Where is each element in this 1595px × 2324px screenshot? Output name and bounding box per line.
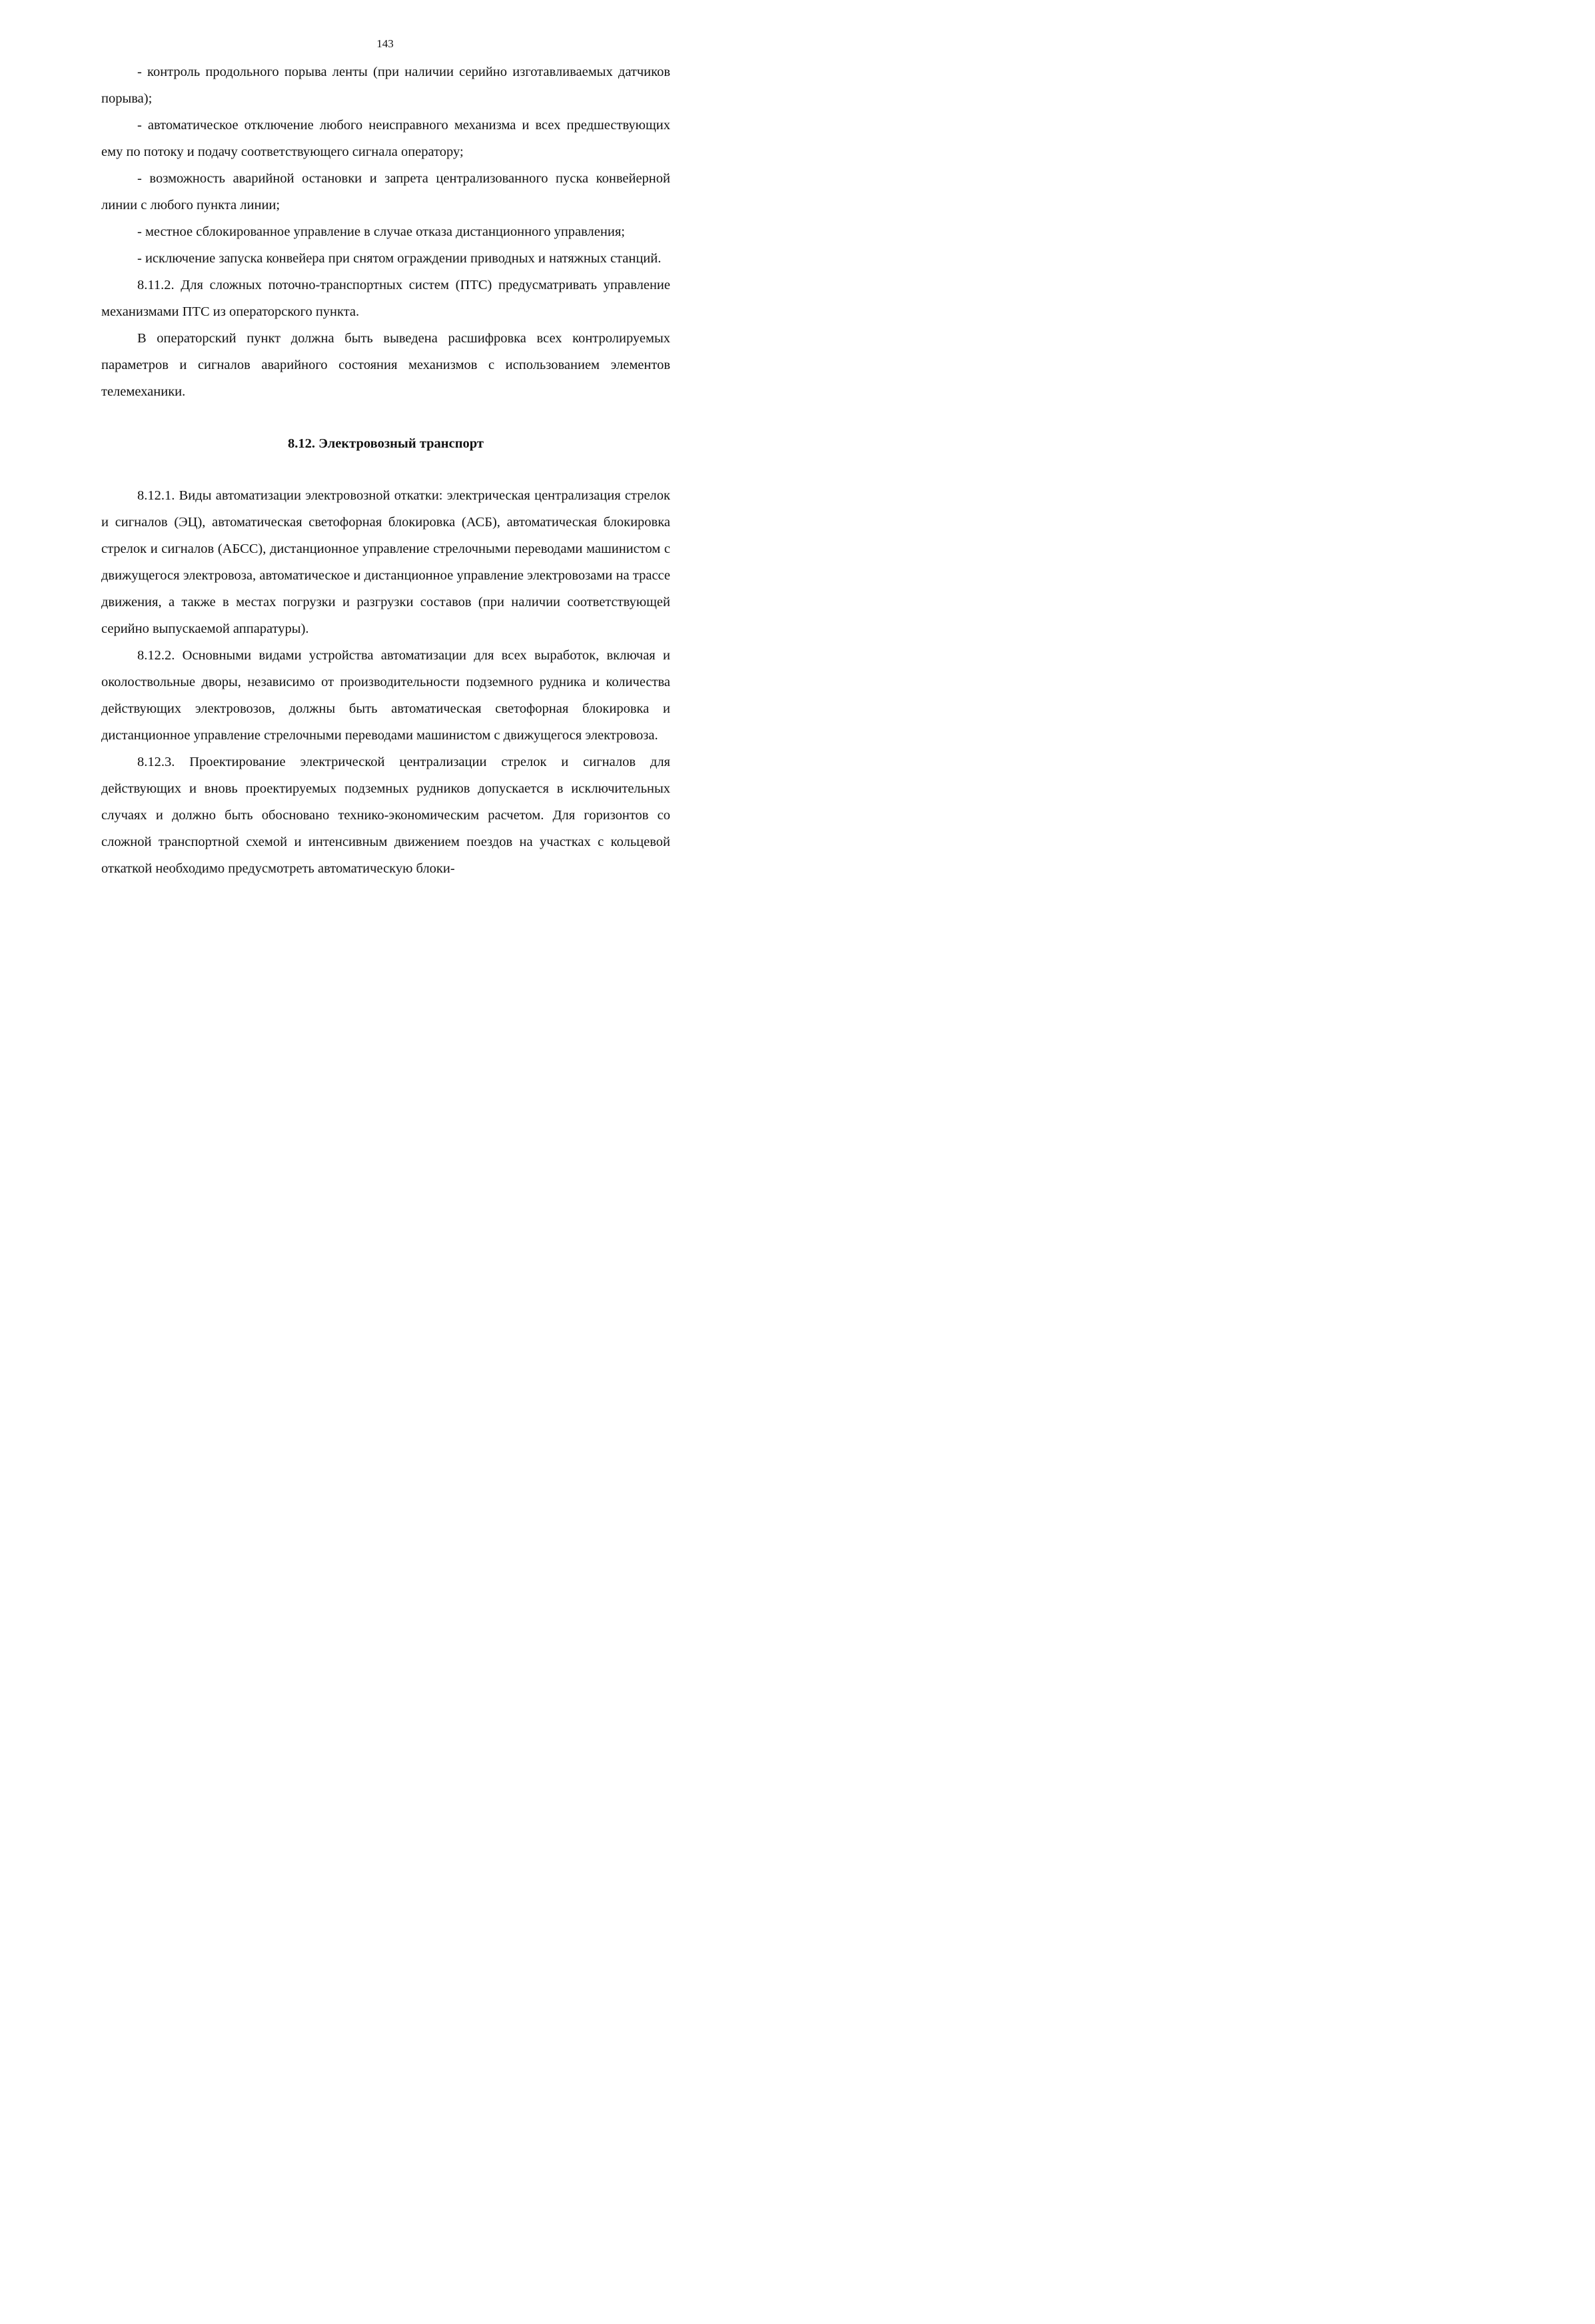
paragraph-list-item: - автоматическое отключение любого неисправного механизма и всех предшествующих ему по потоку и подачу соответствующего сигнала оператору; (101, 118, 670, 159)
page-number: 143 (376, 37, 394, 50)
page-content (101, 59, 670, 882)
paragraph-list-item: - возможность аварийной остановки и запрета централизованного пуска конвейерной линии с любого пункта линии; (101, 171, 670, 212)
paragraph-list-item: - контроль продольного порыва ленты (при наличии серийно изготавливаемых датчиков порыва); (101, 65, 670, 106)
paragraph-list-item: - местное сблокированное управление в случае отказа дистанционного управления; (137, 224, 625, 239)
paragraph-8-11-2: 8.11.2. Для сложных поточно-транспортных систем (ПТС) предусматривать управление механизмами ПТС из операторского пункта. (101, 278, 670, 319)
paragraph-8-12-2: 8.12.2. Основными видами устройства автоматизации для всех выработок, включая и околоствольные дворы, независимо от производительности подземного рудника и количества действующих электровозов, должны быть автоматическая светофорная блокировка и дистанционное управление стрелочными переводами машинистом с движущегося электровоза. (101, 648, 670, 743)
paragraph-8-12-3: 8.12.3. Проектирование электрической централизации стрелок и сигналов для действующих и вновь проектируемых подземных рудников допускается в исключительных случаях и должно быть обосновано технико-экономическим расчетом. Для горизонтов со сложной транспортной схемой и интенсивным движением поездов на участках с кольцевой откаткой необходимо предусмотреть автоматическую блоки- (101, 755, 670, 876)
paragraph-8-12-1: 8.12.1. Виды автоматизации электровозной откатки: электрическая централизация стрелок и сигналов (ЭЦ), автоматическая светофорная блокировка (АСБ), автоматическая блокировка стрелок и сигналов (АБСС), дистанционное управление стрелочными переводами машинистом с движущегося электровоза, автоматическое и дистанционное управление электровозами на трассе движения, а также в местах погрузки и разгрузки составов (при наличии соответствующей серийно выпускаемой аппаратуры). (101, 488, 670, 636)
section-heading: 8.12. Электровозный транспорт (288, 436, 484, 451)
paragraph-operator-point: В операторский пункт должна быть выведена расшифровка всех контролируемых параметров и сигналов аварийного состояния механизмов с использованием элементов телемеханики. (101, 331, 670, 399)
paragraph-list-item: - исключение запуска конвейера при снятом ограждении приводных и натяжных станций. (137, 251, 662, 266)
document-page (0, 0, 720, 1051)
